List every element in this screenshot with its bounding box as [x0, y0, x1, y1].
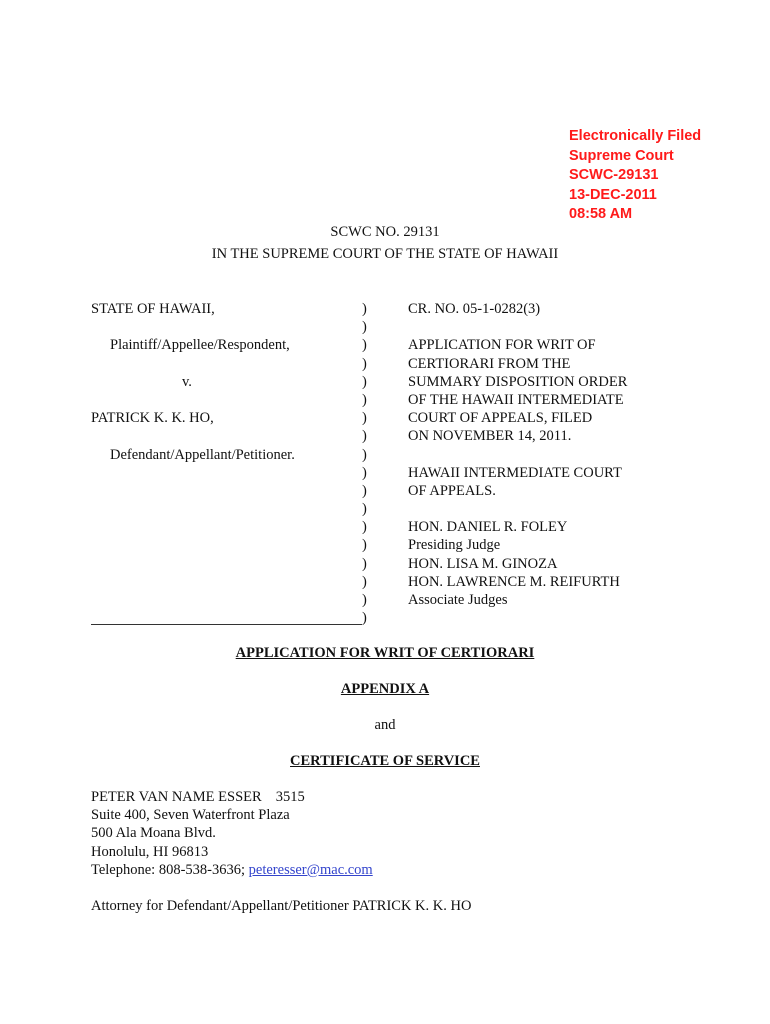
paren: ): [362, 464, 367, 481]
case-number: SCWC NO. 29131: [330, 224, 440, 240]
paren: ): [362, 610, 367, 627]
certificate-heading: CERTIFICATE OF SERVICE: [290, 753, 480, 769]
paren: ): [362, 301, 367, 317]
attorney-address-2: 500 Ala Moana Blvd.: [91, 825, 216, 842]
judge-line: Presiding Judge: [408, 537, 501, 554]
application-line: SUMMARY DISPOSITION ORDER: [408, 373, 628, 390]
attorney-role: Attorney for Defendant/Appellant/Petitioner PATRICK K. K. HO: [91, 898, 472, 915]
caption-details: [408, 300, 627, 609]
plaintiff-name: STATE OF HAWAII,: [91, 301, 215, 317]
stamp-line: Supreme Court: [569, 147, 674, 164]
appeals-court-line: HAWAII INTERMEDIATE COURT: [408, 464, 622, 481]
caption-parties: [91, 300, 295, 464]
attorney-bar-number: 3515: [275, 789, 305, 805]
attorney-address-1: Suite 400, Seven Waterfront Plaza: [91, 807, 290, 824]
court-name: IN THE SUPREME COURT OF THE STATE OF HAWAII: [211, 246, 559, 262]
judge-line: HON. LAWRENCE M. REIFURTH: [408, 573, 620, 590]
judge-line: HON. DANIEL R. FOLEY: [408, 519, 568, 536]
application-line: CERTIORARI FROM THE: [408, 355, 571, 372]
judge-line: Associate Judges: [408, 592, 508, 608]
conjunction: and: [374, 717, 396, 733]
paren: ): [362, 373, 367, 390]
document-title: APPLICATION FOR WRIT OF CERTIORARI: [235, 645, 535, 661]
paren: ): [362, 501, 367, 518]
stamp-line: 08:58 AM: [569, 206, 633, 222]
paren: ): [362, 573, 367, 590]
stamp-line: SCWC-29131: [569, 167, 659, 183]
paren: ): [362, 519, 367, 536]
paren: ): [362, 446, 367, 463]
stamp-line: 13-DEC-2011: [569, 186, 657, 203]
paren: ): [362, 482, 367, 499]
paren: ): [362, 537, 367, 554]
caption-underline: [91, 624, 362, 625]
electronic-filing-stamp: [569, 127, 701, 225]
paren: ): [362, 555, 367, 572]
paren: ): [362, 391, 367, 408]
versus: v.: [182, 373, 192, 390]
attorney-telephone: Telephone: 808-538-3636;: [91, 861, 246, 878]
attorney-email-link[interactable]: peteresser@mac.com: [248, 861, 373, 878]
paren: ): [362, 319, 367, 336]
paren: ): [362, 428, 367, 445]
appendix-heading: APPENDIX A: [340, 681, 430, 697]
attorney-name: PETER VAN NAME ESSER: [91, 789, 262, 805]
paren: ): [362, 355, 367, 372]
appeals-court-line: OF APPEALS.: [408, 482, 496, 499]
attorney-block: [91, 788, 471, 915]
paren: ): [362, 410, 367, 427]
criminal-number: CR. NO. 05-1-0282(3): [408, 301, 541, 317]
stamp-line: Electronically Filed: [569, 128, 702, 144]
caption-parenthesis-column: [362, 300, 367, 627]
paren: ): [362, 592, 367, 608]
defendant-name: PATRICK K. K. HO,: [91, 410, 214, 427]
application-line: COURT OF APPEALS, FILED: [408, 410, 593, 427]
defendant-role: Defendant/Appellant/Petitioner.: [110, 446, 295, 463]
paren: ): [362, 337, 367, 354]
judge-line: HON. LISA M. GINOZA: [408, 555, 558, 572]
attorney-city: Honolulu, HI 96813: [91, 843, 209, 860]
application-line: APPLICATION FOR WRIT OF: [408, 337, 596, 354]
application-line: OF THE HAWAII INTERMEDIATE: [408, 391, 624, 408]
application-line: ON NOVEMBER 14, 2011.: [408, 428, 572, 445]
plaintiff-role: Plaintiff/Appellee/Respondent,: [110, 337, 290, 354]
